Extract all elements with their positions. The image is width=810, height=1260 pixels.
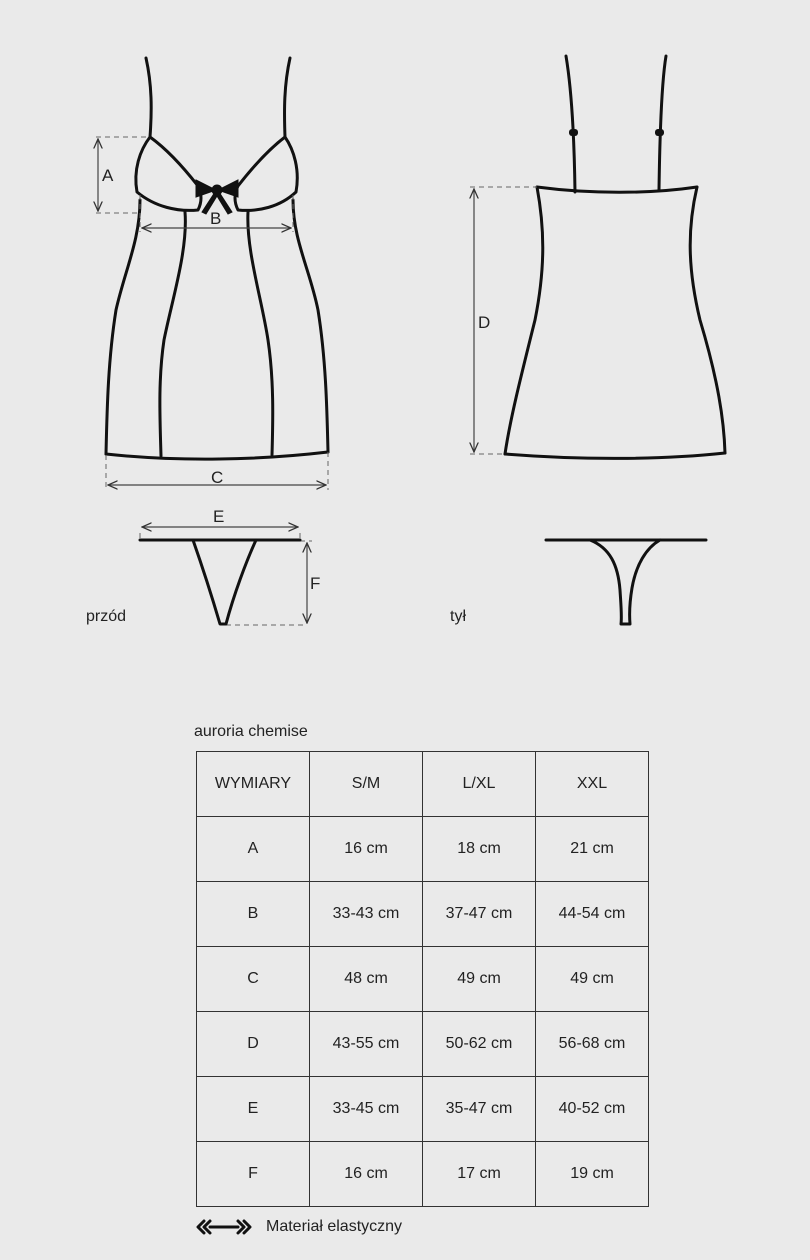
table-cell: 35-47 cm [423,1077,536,1142]
table-cell: 33-43 cm [310,882,423,947]
legend [196,1216,402,1238]
table-cell: 48 cm [310,947,423,1012]
table-row [197,1077,649,1142]
dimension-c-label: C [211,468,224,487]
front-left-strap [146,58,151,137]
table-header-row [197,752,649,817]
front-right-strap [285,58,290,137]
table-cell: 33-45 cm [310,1077,423,1142]
table-cell: A [197,817,310,882]
table-cell: 37-47 cm [423,882,536,947]
table-cell: 16 cm [310,817,423,882]
front-right-cup [235,137,297,210]
back-top-edge [537,187,697,192]
table-cell: 18 cm [423,817,536,882]
table-cell: D [197,1012,310,1077]
dimension-b-label: B [210,209,222,228]
front-right-side [293,200,328,452]
table-row [197,817,649,882]
table-cell: 44-54 cm [536,882,649,947]
table-row [197,1012,649,1077]
dimension-a-label: A [102,166,114,185]
back-view-label: tył [450,608,466,625]
table-cell: 21 cm [536,817,649,882]
front-view-label: przód [86,608,127,625]
back-chemise [505,56,725,458]
table-header-cell: XXL [536,752,649,817]
back-left-side [505,187,543,454]
table-cell: 17 cm [423,1142,536,1207]
strap-adjusters [569,129,664,136]
table-cell: 16 cm [310,1142,423,1207]
table-cell: 50-62 cm [423,1012,536,1077]
front-left-cup [136,137,201,210]
table-cell: 56-68 cm [536,1012,649,1077]
table-row [197,947,649,1012]
size-table [196,751,649,1207]
table-cell: B [197,882,310,947]
table-cell: F [197,1142,310,1207]
back-thong [546,540,706,624]
front-chemise [106,58,328,459]
table-header-cell: WYMIARY [197,752,310,817]
table-row [197,1142,649,1207]
front-left-side [106,200,140,454]
table-header-cell: S/M [310,752,423,817]
dimension-d-label: D [478,313,491,332]
table-title: auroria chemise [194,723,308,740]
back-left-strap [566,56,575,192]
back-right-strap [659,56,666,190]
table-cell: 49 cm [423,947,536,1012]
dimension-f-label: F [310,574,321,593]
front-hem [106,452,328,459]
dimension-e-label: E [213,507,225,526]
table-header-cell: L/XL [423,752,536,817]
legend-text: Materiał elastyczny [266,1218,403,1235]
table-cell: 40-52 cm [536,1077,649,1142]
front-left-seam [160,212,186,456]
elastic-arrows-icon [196,1218,252,1236]
back-hem [505,453,725,458]
table-cell: 43-55 cm [310,1012,423,1077]
front-right-seam [248,212,273,455]
back-right-side [690,187,725,453]
table-cell: 49 cm [536,947,649,1012]
table-cell: E [197,1077,310,1142]
table-cell: 19 cm [536,1142,649,1207]
front-thong [140,540,300,624]
table-row [197,882,649,947]
table-cell: C [197,947,310,1012]
